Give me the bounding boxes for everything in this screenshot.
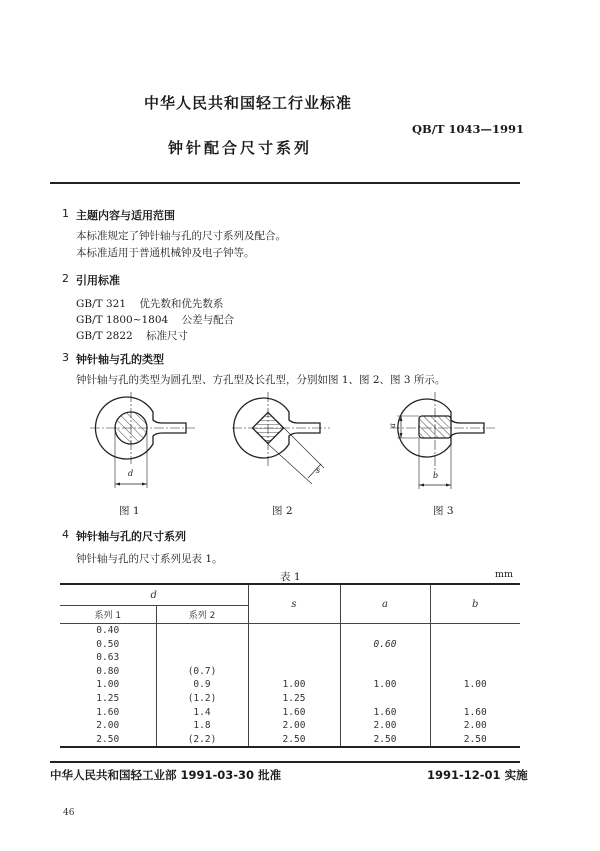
cell-b bbox=[430, 638, 520, 652]
dimension-label-s: s bbox=[316, 466, 321, 475]
standard-type-heading: 中华人民共和国轻工行业标准 bbox=[144, 94, 353, 112]
cell-series1: 0.40 bbox=[96, 625, 120, 636]
cell-s bbox=[248, 651, 340, 665]
approval-line: 中华人民共和国轻工业部 1991-03-30 批准 bbox=[50, 768, 282, 782]
cell-a: 0.60 bbox=[340, 638, 430, 652]
cell-s: 1.60 bbox=[248, 706, 340, 720]
cell-series1: 0.63 bbox=[96, 652, 120, 664]
header-a: a bbox=[340, 584, 430, 624]
section-1-title: 主题内容与适用范围 bbox=[76, 209, 175, 222]
footer-divider bbox=[50, 761, 520, 763]
reference-name: 优先数和优先数系 bbox=[139, 298, 224, 310]
cell-series2 bbox=[156, 651, 248, 665]
header-d: d bbox=[60, 584, 248, 606]
cell-b: 1.00 bbox=[430, 678, 520, 692]
section-4-number: 4 bbox=[62, 528, 69, 541]
reference-code: GB/T 321 bbox=[76, 298, 127, 310]
cell-series1: 2.50 bbox=[60, 733, 156, 748]
cell-s bbox=[248, 665, 340, 679]
standard-code: QB/T 1043—1991 bbox=[412, 122, 525, 136]
table-row bbox=[60, 719, 520, 733]
cell-series2 bbox=[156, 624, 248, 638]
cell-b bbox=[430, 665, 520, 679]
cell-b bbox=[430, 624, 520, 638]
figure-2-square-hole bbox=[232, 392, 352, 492]
dimension-label-b: b bbox=[433, 471, 439, 480]
figure-3-caption: 图 3 bbox=[433, 505, 454, 517]
section-1-paragraph-2: 本标准适用于普通机械钟及电子钟等。 bbox=[76, 247, 255, 259]
section-3-title: 钟针轴与孔的类型 bbox=[76, 353, 164, 366]
cell-b bbox=[430, 651, 520, 665]
figure-1-caption: 图 1 bbox=[119, 505, 140, 517]
table-row bbox=[60, 651, 520, 665]
section-1-paragraph-1: 本标准规定了钟针轴与孔的尺寸系列及配合。 bbox=[76, 230, 286, 242]
table-caption: 表 1 bbox=[280, 571, 301, 583]
table-row bbox=[60, 692, 520, 706]
table-row bbox=[60, 678, 520, 692]
cell-series2: (0.7) bbox=[156, 665, 248, 679]
cell-b: 1.60 bbox=[430, 706, 520, 720]
cell-s bbox=[248, 638, 340, 652]
header-s: s bbox=[248, 584, 340, 624]
table-row bbox=[60, 638, 520, 652]
cell-a bbox=[340, 651, 430, 665]
table-row bbox=[60, 733, 520, 748]
section-4-title: 钟针轴与孔的尺寸系列 bbox=[76, 530, 186, 543]
figure-2-caption: 图 2 bbox=[272, 505, 293, 517]
cell-a: 1.00 bbox=[340, 678, 430, 692]
figure-1-round-hole bbox=[80, 392, 230, 492]
section-4-paragraph: 钟针轴与孔的尺寸系列见表 1。 bbox=[76, 553, 223, 565]
cell-series2: 0.9 bbox=[156, 678, 248, 692]
reference-item bbox=[76, 296, 223, 311]
cell-series1: 0.50 bbox=[96, 638, 120, 650]
section-3-paragraph: 钟针轴与孔的类型为圆孔型、方孔型及长孔型，分别如图 1、图 2、图 3 所示。 bbox=[76, 374, 446, 386]
header-series-2: 系列 2 bbox=[156, 606, 248, 624]
reference-code: GB/T 1800~1804 bbox=[76, 314, 169, 326]
reference-item bbox=[76, 328, 188, 343]
cell-s: 2.50 bbox=[248, 733, 340, 748]
cell-a: 2.50 bbox=[340, 733, 430, 748]
header-series-1: 系列 1 bbox=[60, 606, 156, 624]
cell-s: 1.00 bbox=[248, 678, 340, 692]
table-row bbox=[60, 624, 520, 638]
page-number: 46 bbox=[63, 808, 75, 818]
cell-b: 2.50 bbox=[430, 733, 520, 748]
cell-series2: (2.2) bbox=[156, 733, 248, 748]
reference-name: 标准尺寸 bbox=[146, 330, 189, 342]
table-row bbox=[60, 665, 520, 679]
cell-a bbox=[340, 692, 430, 706]
cell-b: 2.00 bbox=[430, 719, 520, 733]
cell-s bbox=[248, 624, 340, 638]
header-divider bbox=[50, 182, 520, 184]
dimension-table bbox=[60, 583, 520, 748]
effective-date: 1991-12-01 实施 bbox=[427, 768, 528, 782]
cell-a bbox=[340, 624, 430, 638]
section-2-title: 引用标准 bbox=[76, 274, 120, 287]
cell-s: 2.00 bbox=[248, 719, 340, 733]
table-unit: mm bbox=[495, 569, 514, 580]
cell-series1: 1.00 bbox=[96, 679, 120, 691]
cell-series1: 1.25 bbox=[96, 692, 120, 704]
cell-series2 bbox=[156, 638, 248, 652]
figure-3-long-hole bbox=[385, 392, 515, 492]
reference-item bbox=[76, 312, 234, 327]
cell-series2: (1.2) bbox=[156, 692, 248, 706]
cell-a: 1.60 bbox=[340, 706, 430, 720]
document-title: 钟针配合尺寸系列 bbox=[168, 139, 313, 157]
section-2-number: 2 bbox=[62, 272, 69, 285]
section-3-number: 3 bbox=[62, 351, 69, 364]
reference-code: GB/T 2822 bbox=[76, 330, 133, 342]
header-b: b bbox=[430, 584, 520, 624]
cell-a: 2.00 bbox=[340, 719, 430, 733]
reference-name: 公差与配合 bbox=[181, 314, 235, 326]
cell-b bbox=[430, 692, 520, 706]
cell-a bbox=[340, 665, 430, 679]
section-1-number: 1 bbox=[62, 207, 69, 220]
dimension-label-d: d bbox=[128, 469, 134, 478]
cell-series2: 1.4 bbox=[156, 706, 248, 720]
cell-series1: 2.00 bbox=[96, 720, 120, 732]
cell-series1: 0.80 bbox=[96, 665, 120, 677]
table-row bbox=[60, 706, 520, 720]
dimension-label-a: a bbox=[387, 423, 397, 428]
cell-s: 1.25 bbox=[248, 692, 340, 706]
cell-series1: 1.60 bbox=[96, 706, 120, 718]
cell-series2: 1.8 bbox=[156, 719, 248, 733]
